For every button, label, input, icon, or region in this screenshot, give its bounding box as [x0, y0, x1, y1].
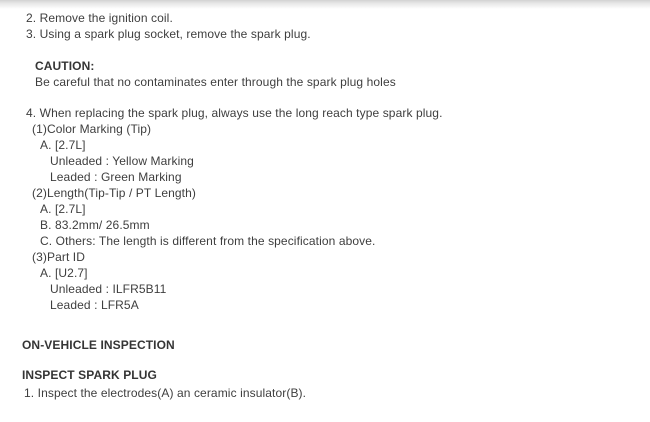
doc-line: INSPECT SPARK PLUG: [22, 368, 157, 382]
doc-line: Unleaded : ILFR5B11: [50, 282, 167, 296]
doc-line: A. [2.7L]: [40, 138, 86, 152]
doc-line: CAUTION:: [35, 59, 95, 73]
doc-line: Leaded : LFR5A: [50, 298, 139, 312]
doc-line: Unleaded : Yellow Marking: [50, 154, 194, 168]
doc-line: 3. Using a spark plug socket, remove the spark plug.: [26, 27, 311, 41]
doc-line: 4. When replacing the spark plug, always use the long reach type spark plug.: [26, 106, 443, 120]
doc-line: C. Others: The length is different from the specification above.: [40, 234, 376, 248]
doc-line: (1)Color Marking (Tip): [32, 122, 152, 136]
doc-line: (2)Length(Tip-Tip / PT Length): [32, 186, 196, 200]
doc-line: ON-VEHICLE INSPECTION: [22, 338, 175, 352]
toolbar-shadow: [0, 0, 650, 9]
manual-text-content: [0, 10, 650, 401]
doc-line: 2. Remove the ignition coil.: [26, 11, 173, 25]
doc-line: A. [2.7L]: [40, 202, 86, 216]
doc-line: (3)Part ID: [32, 250, 86, 264]
doc-line: Leaded : Green Marking: [50, 170, 182, 184]
doc-line: Be careful that no contaminates enter through the spark plug holes: [35, 75, 396, 89]
doc-line: A. [U2.7]: [40, 266, 88, 280]
doc-line: 1. Inspect the electrodes(A) an ceramic insulator(B).: [24, 386, 307, 400]
doc-line: B. 83.2mm/ 26.5mm: [40, 218, 150, 232]
